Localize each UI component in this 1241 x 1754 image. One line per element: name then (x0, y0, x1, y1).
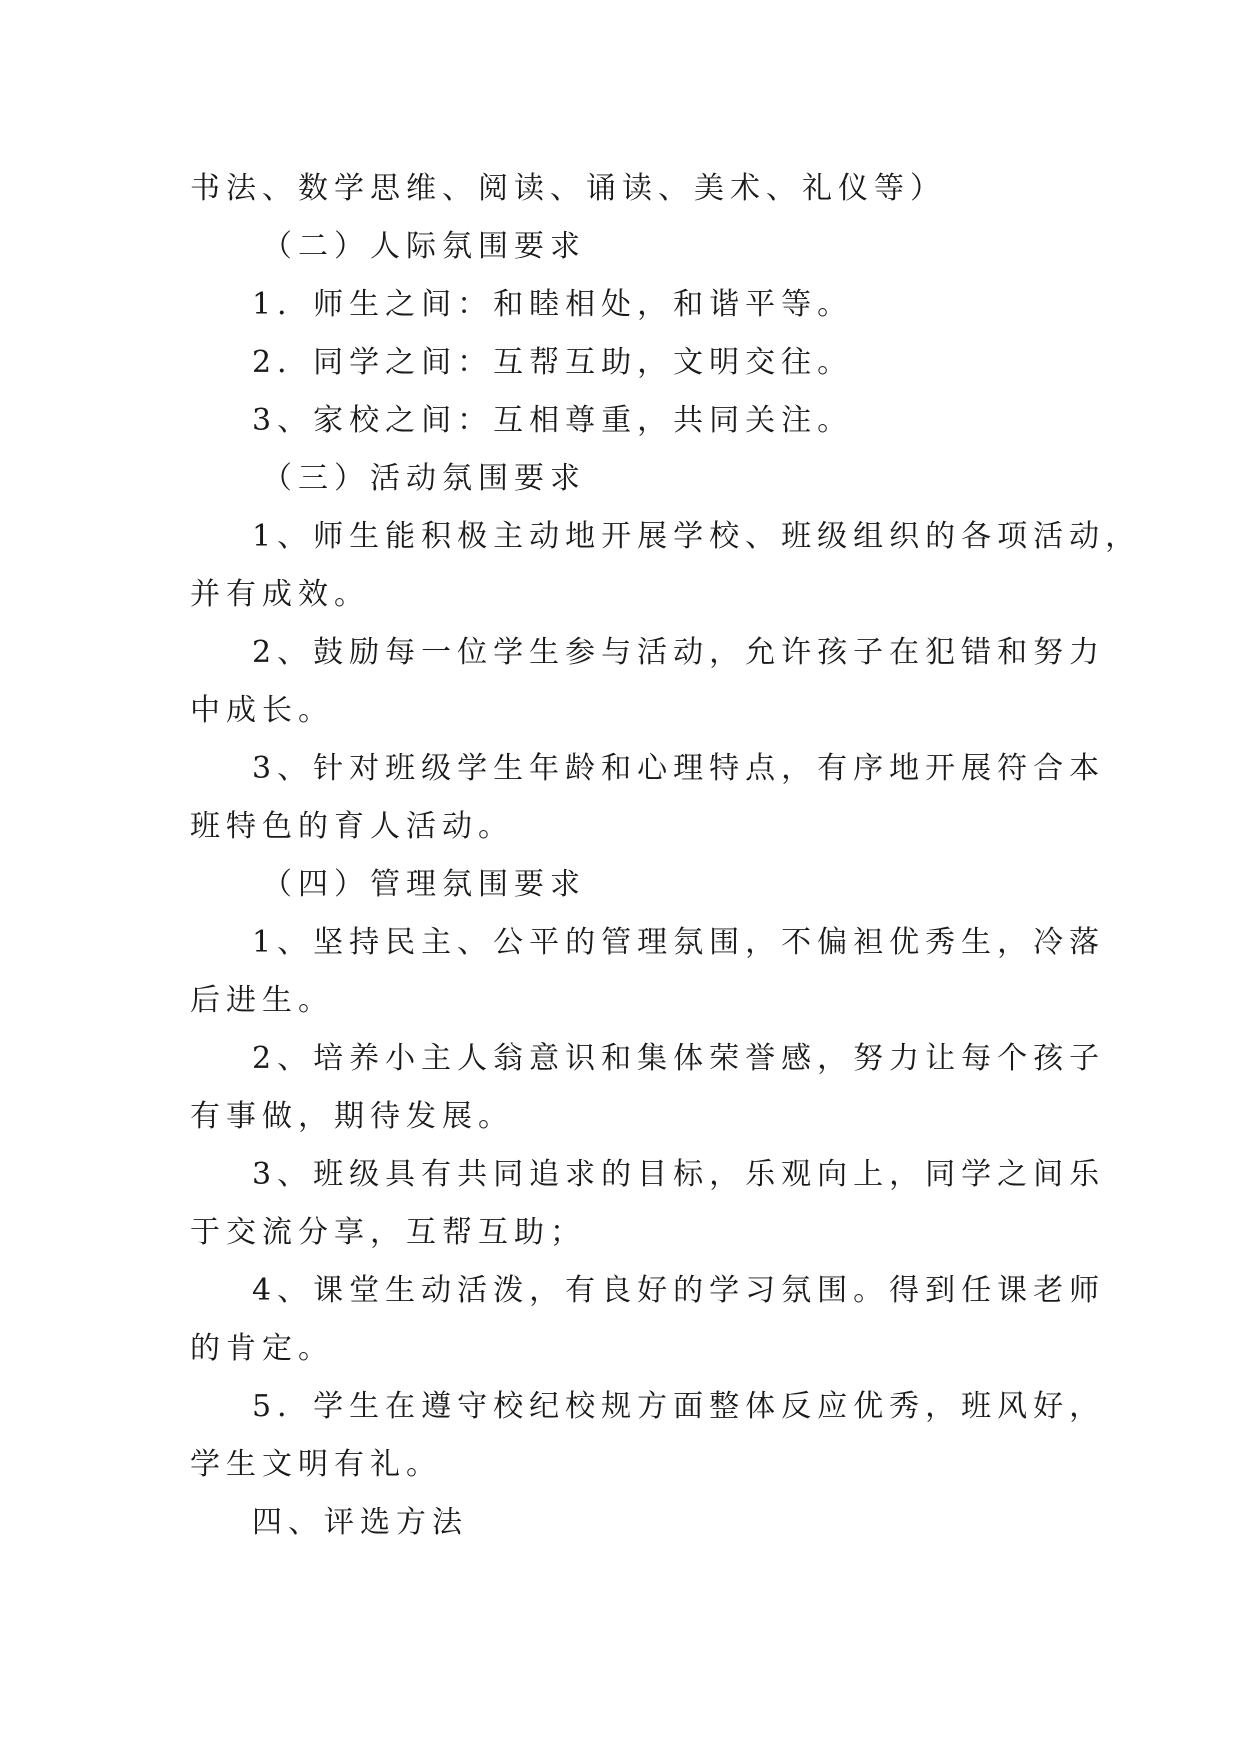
section-heading: （三）活动氛围要求 (262, 461, 586, 496)
text-line: 2、鼓励每一位学生参与活动，允许孩子在犯错和努力 (252, 635, 1106, 670)
text-line: 学生文明有礼。 (190, 1447, 442, 1482)
text-line: 1．师生之间：和睦相处，和谐平等。 (252, 287, 854, 322)
text-line: 3、家校之间：互相尊重，共同关注。 (252, 403, 854, 438)
text-line: 于交流分享，互帮互助； (190, 1215, 586, 1250)
text-line: 有事做，期待发展。 (190, 1099, 514, 1134)
text-line: 2．同学之间：互帮互助，文明交往。 (252, 345, 854, 380)
text-line: 3、针对班级学生年龄和心理特点，有序地开展符合本 (252, 751, 1106, 786)
text-line: 2、培养小主人翁意识和集体荣誉感，努力让每个孩子 (252, 1041, 1106, 1076)
section-heading: （二）人际氛围要求 (262, 229, 586, 264)
text-line: 1、坚持民主、公平的管理氛围，不偏袒优秀生，冷落 (252, 925, 1106, 960)
text-line: 4、课堂生动活泼，有良好的学习氛围。得到任课老师 (252, 1273, 1106, 1308)
text-line: 中成长。 (190, 693, 334, 728)
document-body (190, 160, 1142, 1552)
text-line: 班特色的育人活动。 (190, 809, 514, 844)
text-line: 后进生。 (190, 983, 334, 1018)
text-line: 的肯定。 (190, 1331, 334, 1366)
text-line: 3、班级具有共同追求的目标，乐观向上，同学之间乐 (252, 1157, 1106, 1192)
section-heading: （四）管理氛围要求 (262, 867, 586, 902)
text-line: 5．学生在遵守校纪校规方面整体反应优秀，班风好， (252, 1389, 1106, 1424)
text-line: 并有成效。 (190, 577, 370, 612)
text-line: 1、师生能积极主动地开展学校、班级组织的各项活动， (252, 519, 1142, 554)
text-line: 书法、数学思维、阅读、诵读、美术、礼仪等） (190, 171, 946, 206)
section-heading: 四、评选方法 (252, 1505, 468, 1540)
